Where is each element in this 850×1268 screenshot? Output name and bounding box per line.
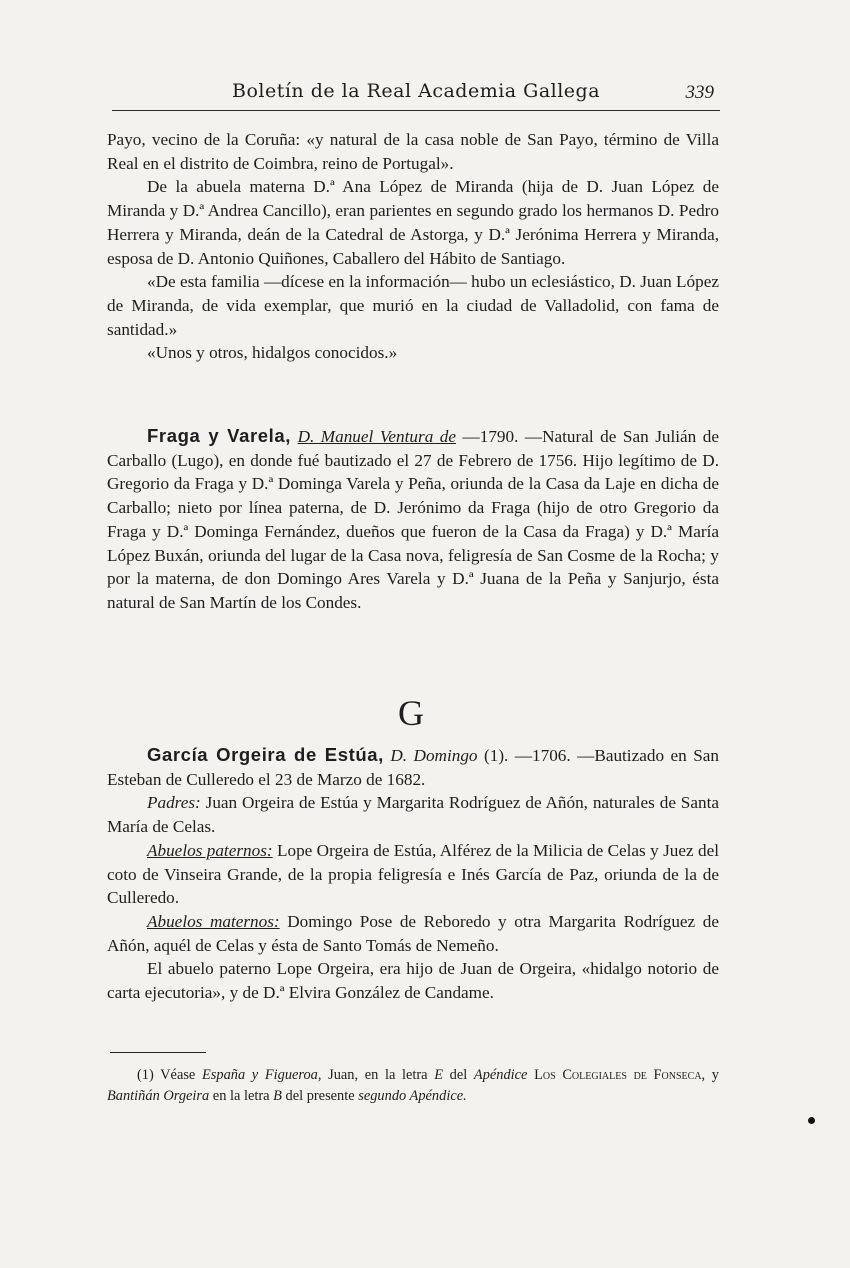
paragraph: Payo, vecino de la Coruña: «y natural de la casa noble de San Payo, término de Villa Real en el distrito de Coimbra, reino de Portugal». (107, 130, 719, 173)
paragraph-padres (107, 791, 719, 838)
entry-paragraph (107, 743, 719, 791)
page-header (112, 76, 720, 111)
page-number: 339 (685, 82, 714, 103)
paragraph: «De esta familia —dícese en la información— hubo un eclesiástico, D. Juan López de Miranda, de vida exemplar, que murió en la ciudad de Valladolid, con fama de santidad.» (107, 272, 719, 339)
footnote-italic: Bantiñán Orgeira (107, 1088, 210, 1104)
footnote-text: en la letra (209, 1088, 274, 1104)
footnote-italic: Apéndice (473, 1067, 528, 1083)
section-letter: G (398, 693, 424, 733)
paragraph: El abuelo paterno Lope Orgeira, era hijo de Juan de Orgeira, «hidalgo notorio de carta ejecutoria», y de D.ª Elvira González de Candame. (107, 959, 719, 1003)
entry-given-name: D. Domingo (390, 746, 478, 765)
paragraph-abuelos-maternos (107, 910, 719, 957)
entry-text: Natural de San Julián de Carballo (Lugo), en donde fué bautizado el 27 de Febrero de 1756. Hijo legítimo de D. Gregorio da Fraga y D.ª Dominga Varela y Peña, oriunda de la Casa da Laje en dicha de Carballo; nieto por línea paterna, de D. Jerónimo da Fraga (hijo de otro Gregorio da Fraga y D.ª Dominga Fernández, dueños que fueron de la Casa da Fraga) y D.ª María López Buxán, oriunda del lugar de la Casa nova, feligresía de San Cosme de la Rocha; y por la materna, de don Domingo Ares Varela y D.ª Juana de la Peña y Sanjurjo, ésta natural de San Martín de los Condes. (107, 427, 719, 612)
label-abuelos-maternos: Abuelos maternos: (147, 911, 280, 931)
abuelos-maternos-text: Domingo Pose de Reboredo y otra Margarita Rodríguez de Añón, aquél de Celas y ésta de Santo Tomás de Nemeño. (107, 911, 719, 955)
footnote-divider (110, 1052, 206, 1053)
ink-dot-mark (808, 1117, 815, 1124)
entry-name: García Orgeira de Estúa, (147, 744, 384, 765)
paragraph-abuelos-paternos (107, 839, 719, 910)
entry-paragraph (107, 424, 719, 615)
label-abuelos-paternos: Abuelos paternos: (147, 840, 273, 860)
entry-given-name: D. Manuel Ventura de (297, 427, 457, 446)
padres-text: Juan Orgeira de Estúa y Margarita Rodríguez de Añón, naturales de Santa María de Celas. (107, 793, 719, 837)
footnote-italic: E (434, 1067, 444, 1083)
footnote-smallcaps: Los Colegiales de Fonseca, (534, 1067, 706, 1083)
label-padres: Padres: (147, 793, 201, 813)
footnote-text: Juan, en la letra (321, 1067, 435, 1083)
paragraph: De la abuela materna D.ª Ana López de Miranda (hija de D. Juan López de Miranda y D.ª Andrea Cancillo), eran parientes en segundo grado los hermanos D. Pedro Herrera y Miranda, deán de la Catedral de Astorga, y D.ª Jerónima Herrera y Miranda, esposa de D. Antonio Quiñones, Caballero del Hábito de Santiago. (107, 177, 719, 268)
footnote-text: y (705, 1067, 719, 1083)
entry-date: —1790. — (456, 427, 543, 446)
entry-name: Fraga y Varela, (147, 425, 292, 446)
footnote-italic: España y Figueroa, (201, 1067, 322, 1083)
running-title: Boletín de la Real Academia Gallega (232, 80, 601, 102)
footnote-italic: segundo Apéndice. (358, 1088, 467, 1104)
entry-garcia-orgeira (107, 743, 719, 1005)
text-block-miranda (107, 128, 719, 365)
abuelos-paternos-text: Lope Orgeira de Estúa, Alférez de la Milicia de Celas y Juez del coto de Vinseira Grande, de la propia feligresía e Inés García de Paz, oriunda de la de Culleredo. (107, 840, 719, 908)
footnote-italic: B (273, 1088, 282, 1104)
footnote-text: del (443, 1067, 474, 1083)
paragraph: «Unos y otros, hidalgos conocidos.» (147, 343, 398, 363)
footnote-text: del presente (281, 1088, 359, 1104)
footnote-number: (1) (137, 1067, 154, 1083)
footnote (107, 1065, 719, 1107)
entry-fraga-y-varela (107, 424, 719, 615)
footnote-text: Véase (153, 1067, 202, 1083)
entry-text: (1). —1706. —Bautizado en San Esteban de Culleredo el 23 de Marzo de 1682. (107, 746, 719, 789)
